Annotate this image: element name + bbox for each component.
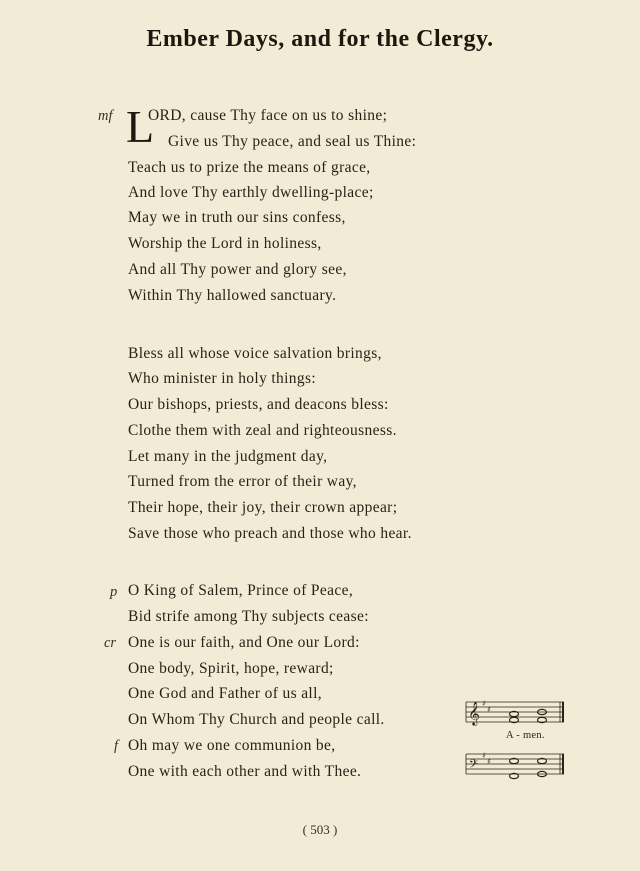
svg-text:♯: ♯	[482, 699, 486, 708]
verse-line: Our bishops, priests, and deacons bless:	[128, 396, 389, 413]
verse-line: O King of Salem, Prince of Peace,	[128, 582, 354, 599]
svg-text:♯: ♯	[482, 751, 486, 760]
drop-cap: L	[126, 101, 155, 152]
verse-line: Give us Thy peace, and seal us Thine:	[168, 133, 417, 150]
verse-line: Their hope, their joy, their crown appear;	[128, 499, 398, 516]
verse-line: Who minister in holy things:	[128, 370, 317, 387]
verse-line: Turned from the error of their way,	[128, 473, 357, 490]
verse-line: ORD, cause Thy face on us to shine;	[148, 107, 388, 124]
svg-text:♯: ♯	[487, 757, 491, 766]
verse-line: Bid strife among Thy subjects cease:	[128, 608, 369, 625]
verse-line: Let many in the judgment day,	[128, 448, 328, 465]
verse-line: On Whom Thy Church and people call.	[128, 711, 385, 728]
verse-line: And all Thy power and glory see,	[128, 261, 347, 278]
whole-notes	[510, 709, 547, 778]
key-signature-icon	[482, 699, 491, 766]
treble-clef-icon: 𝄞	[468, 701, 480, 725]
verse-line: Save those who preach and those who hear.	[128, 525, 412, 542]
dynamic-mark: f	[114, 738, 119, 754]
verse-line: One God and Father of us all,	[128, 685, 322, 702]
verse-line: Within Thy hallowed sanctuary.	[128, 287, 337, 304]
verse-line: One with each other and with Thee.	[128, 763, 362, 780]
page-title: Ember Days, and for the Clergy.	[146, 26, 494, 52]
bass-clef-icon: 𝄢	[469, 758, 479, 774]
dynamic-mark: p	[110, 584, 118, 600]
verse-line: Bless all whose voice salvation brings,	[128, 345, 382, 362]
verse-line: Oh may we one communion be,	[128, 737, 336, 754]
verse-line: Clothe them with zeal and righteousness.	[128, 422, 397, 439]
page-number: ( 503 )	[302, 822, 338, 837]
dynamic-mark: cr	[104, 635, 117, 651]
verse-line: Teach us to prize the means of grace,	[128, 159, 371, 176]
verse-line: May we in truth our sins confess,	[128, 209, 346, 226]
verse-line: And love Thy earthly dwelling-place;	[128, 184, 374, 201]
verse-line: One body, Spirit, hope, reward;	[128, 660, 334, 677]
dynamic-mark: mf	[98, 108, 113, 124]
svg-text:♯: ♯	[487, 705, 491, 714]
amen-lyric: A - men.	[506, 730, 545, 741]
verse-line: Worship the Lord in holiness,	[128, 235, 322, 252]
verse-line: One is our faith, and One our Lord:	[128, 634, 360, 651]
